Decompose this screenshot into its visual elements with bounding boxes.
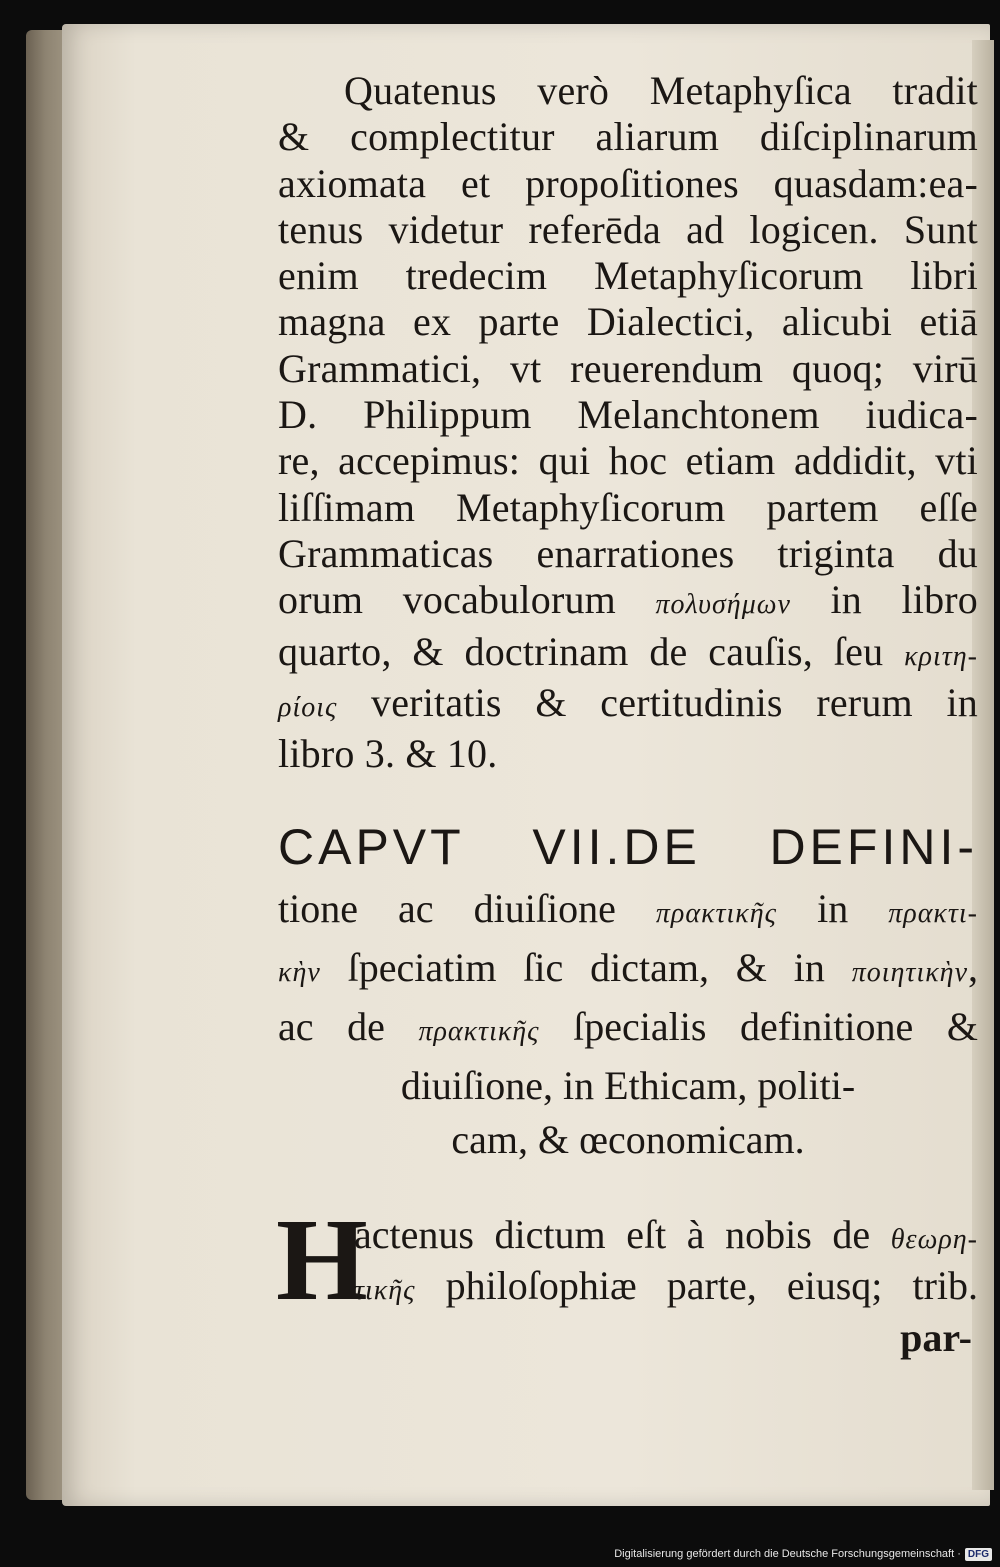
chapter-title: CAPVT VII.DE DEFINI- <box>278 819 978 875</box>
digitization-credit <box>614 1547 992 1561</box>
text-line: D. Philippum Melanchtonem iudica- <box>278 392 978 438</box>
greek-word: ρίοις <box>278 691 338 723</box>
text-line <box>276 1212 978 1263</box>
text-line: Grammaticas enarrationes triginta du <box>278 530 978 576</box>
heading-line: diuiſione, in Ethicam, politi- <box>400 1063 856 1108</box>
heading-line <box>278 1000 978 1059</box>
text-line: enim tredecim Metaphyſicorum libri <box>278 253 978 299</box>
text-line <box>276 1263 978 1314</box>
greek-word: ποιητικὴν <box>851 957 968 988</box>
text-segment: veritatis & certitudinis rerum in <box>337 679 978 725</box>
heading-line <box>278 941 978 1000</box>
text-line: libro 3. & 10. <box>278 731 498 777</box>
text-segment: ſpecialis definitione & <box>539 1004 978 1049</box>
heading-line <box>278 882 978 941</box>
text-segment: in libro <box>790 577 978 623</box>
greek-word: κὴν <box>278 957 321 988</box>
credit-text: Digitalisierung gefördert durch die Deutsche Forschungsgemeinschaft · <box>614 1548 961 1560</box>
paragraph-1 <box>278 68 978 777</box>
paragraph-2 <box>276 1194 978 1362</box>
text-line: & complectitur aliarum diſciplinarum <box>278 114 978 160</box>
drop-capital: H <box>276 1194 368 1325</box>
greek-word: πρακτι- <box>888 898 978 929</box>
greek-word: θεωρη- <box>890 1224 978 1255</box>
greek-word: κριτη- <box>904 640 978 672</box>
text-segment: actenus dictum eſt à nobis de <box>354 1212 891 1257</box>
greek-word: πρακτικῆς <box>418 1016 540 1047</box>
heading-line: cam, & œconomicam. <box>451 1117 805 1162</box>
text-segment: orum vocabulorum <box>278 577 656 623</box>
text-line: tenus videtur referēda ad logicen. Sunt <box>278 206 978 252</box>
text-segment: ac de <box>278 1004 419 1049</box>
catchword: par- <box>900 1315 972 1360</box>
text-line <box>278 680 978 731</box>
greek-word: πρακτικῆς <box>655 898 778 929</box>
text-line: re, accepimus: qui hoc etiam addidit, vti <box>278 438 978 484</box>
greek-word: τικῆς <box>354 1275 416 1306</box>
text-segment: , <box>968 945 978 990</box>
text-segment: philoſophiæ parte, eiusq; trib. <box>415 1263 978 1308</box>
text-segment: tione ac diuiſione <box>278 886 656 931</box>
text-line: liſſimam Metaphyſicorum partem eſſe <box>278 484 978 530</box>
text-line: Grammatici, vt reuerendum quoq; virū <box>278 345 978 391</box>
chapter-heading <box>278 812 978 1167</box>
greek-word: πολυσήμων <box>655 589 791 621</box>
text-line: magna ex parte Dialectici, alicubi etiā <box>278 299 978 345</box>
text-line <box>278 629 978 680</box>
text-line: axiomata et propoſitiones quasdam:ea- <box>278 160 978 206</box>
text-segment: quarto, & doctrinam de cauſis, ſeu <box>278 628 905 674</box>
text-segment: ſpeciatim ſic dictam, & in <box>320 945 852 990</box>
dfg-logo: DFG <box>965 1548 992 1561</box>
text-segment: in <box>777 886 889 931</box>
text-line <box>278 577 978 628</box>
text-line: Quatenus verò Metaphyſica tradit <box>344 68 978 113</box>
